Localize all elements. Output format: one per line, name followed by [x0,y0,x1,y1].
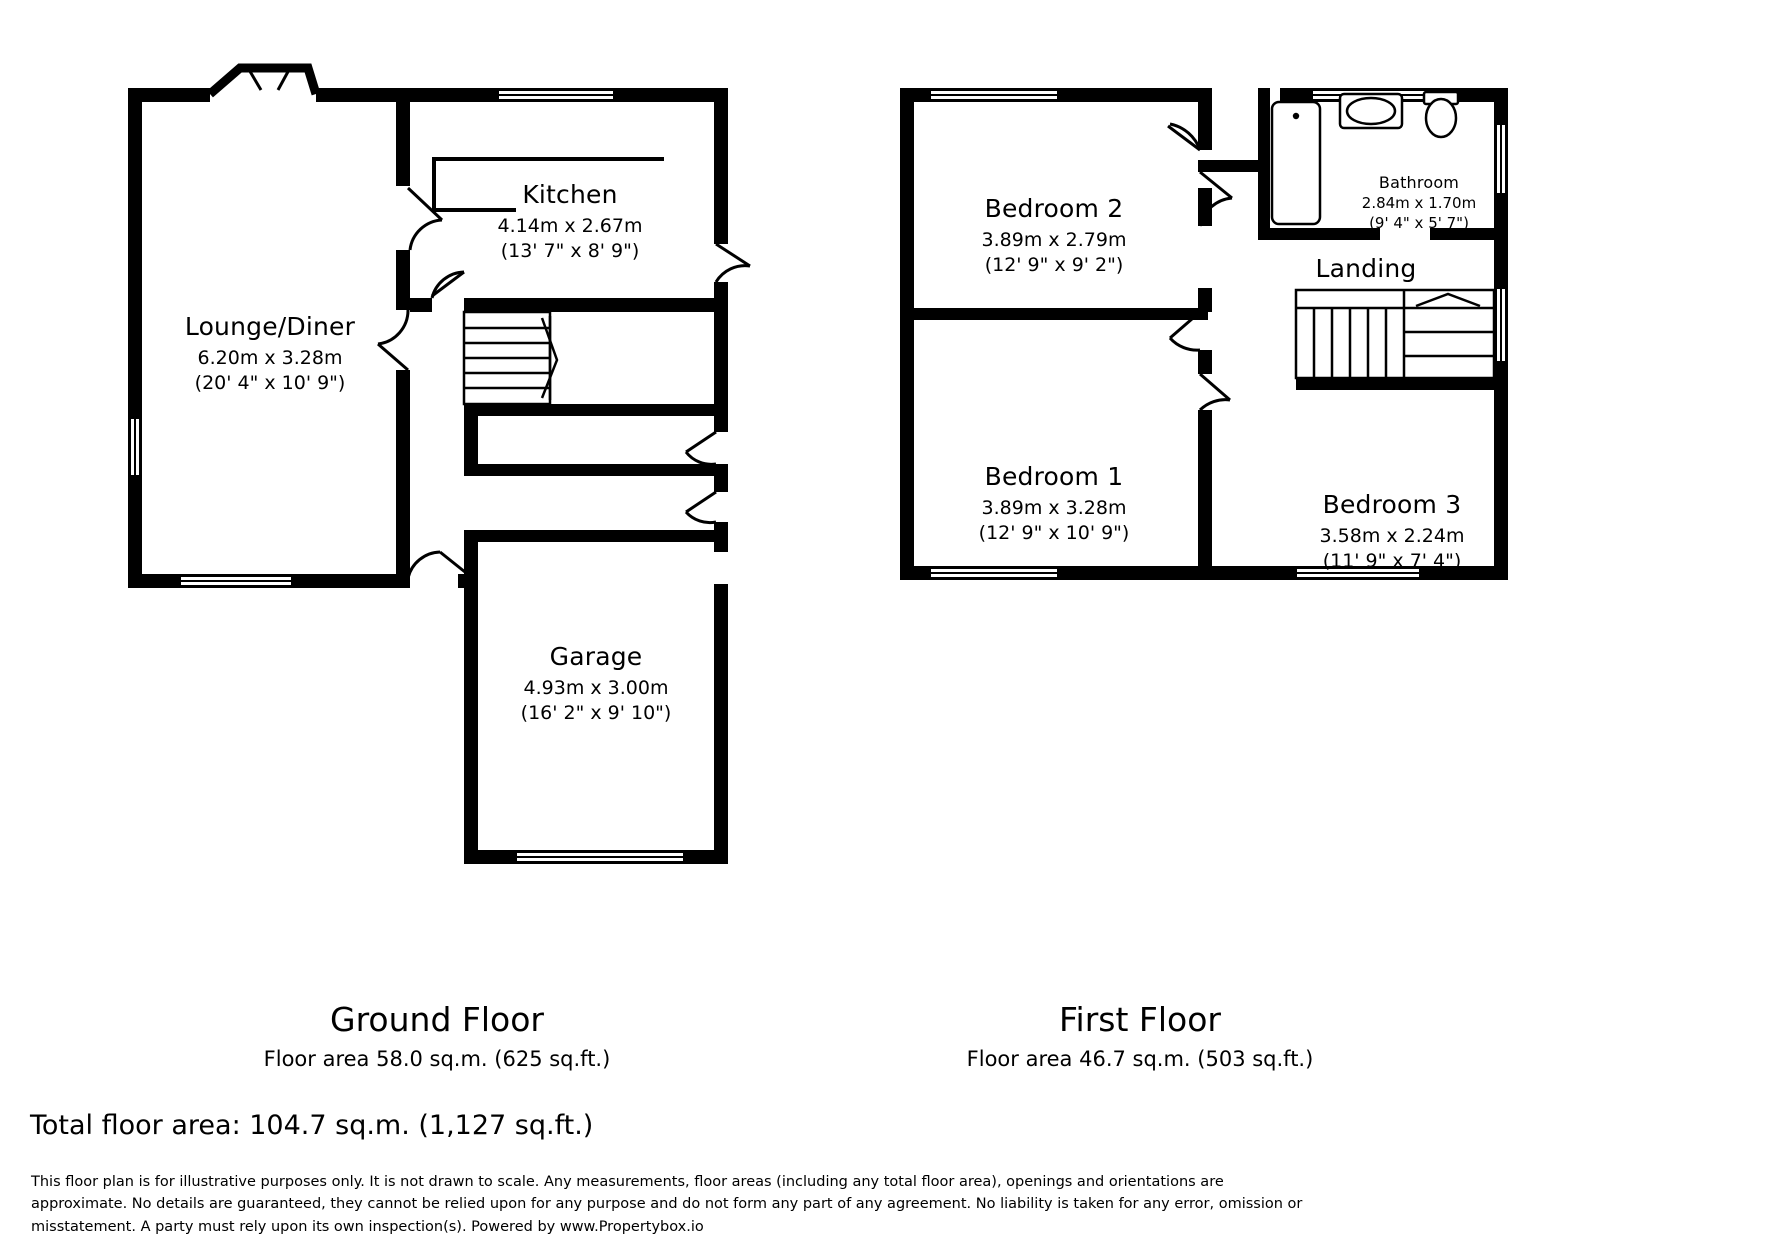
room-dim-metric: 3.89m x 2.79m [981,229,1127,251]
room-dim-metric: 6.20m x 3.28m [197,347,343,369]
room-dim-metric: 3.89m x 3.28m [981,497,1127,519]
room-name: Kitchen [522,180,618,209]
room-dim-metric: 2.84m x 1.70m [1361,194,1477,213]
room-dim-imperial: (20' 4" x 10' 9") [194,372,346,395]
room-dim-imperial: (12' 9" x 9' 2") [984,254,1124,277]
room-name: Bathroom [1378,173,1460,192]
room-name: Lounge/Diner [184,312,356,341]
room-name: Bedroom 2 [984,194,1124,223]
floor-title: First Floor [1058,1000,1222,1039]
room-name: Bedroom 3 [1322,490,1462,519]
ground-floor-title-block [127,1000,747,1071]
room-dim-imperial: (9' 4" x 5' 7") [1369,213,1469,232]
first-floor-plan [900,60,1600,620]
room-dim-imperial: (11' 9" x 7' 4") [1322,550,1462,573]
total-floor-area: Total floor area: 104.7 sq.m. (1,127 sq.ft.) [30,1110,594,1141]
room-dim-imperial: (16' 2" x 9' 10") [520,702,672,725]
room-label-bedroom-2 [940,192,1168,278]
room-dim-imperial: (12' 9" x 10' 9") [978,522,1130,545]
room-label-bedroom-1 [940,460,1168,546]
room-label-lounge-diner [150,310,390,396]
room-name: Landing [1315,254,1417,283]
room-label-landing [1266,252,1466,285]
first-floor-title-block [830,1000,1450,1071]
room-label-garage [476,640,716,726]
floor-area: Floor area 58.0 sq.m. (625 sq.ft.) [263,1047,611,1071]
room-name: Garage [549,642,643,671]
floor-area: Floor area 46.7 sq.m. (503 sq.ft.) [966,1047,1314,1071]
disclaimer-text: This floor plan is for illustrative purposes only. It is not drawn to scale. Any measurements, floor areas (including any total floor area), openings and orientations are approximate. No details are guaranteed, they cannot be relied upon for any purpose and do not form any part of any agreement. No liability is taken for any error, omission or misstatement. A party must rely upon its own inspection(s). Powered by www.Propertybox.io [31,1174,1303,1235]
room-dim-metric: 3.58m x 2.24m [1319,525,1465,547]
room-label-bathroom [1334,172,1504,234]
ground-floor-plan [120,60,860,890]
floor-title: Ground Floor [330,1000,544,1039]
room-label-kitchen [450,178,690,264]
room-dim-metric: 4.93m x 3.00m [523,677,669,699]
room-name: Bedroom 1 [984,462,1124,491]
room-label-bedroom-3 [1278,488,1506,574]
room-dim-imperial: (13' 7" x 8' 9") [500,240,640,263]
room-dim-metric: 4.14m x 2.67m [497,215,643,237]
